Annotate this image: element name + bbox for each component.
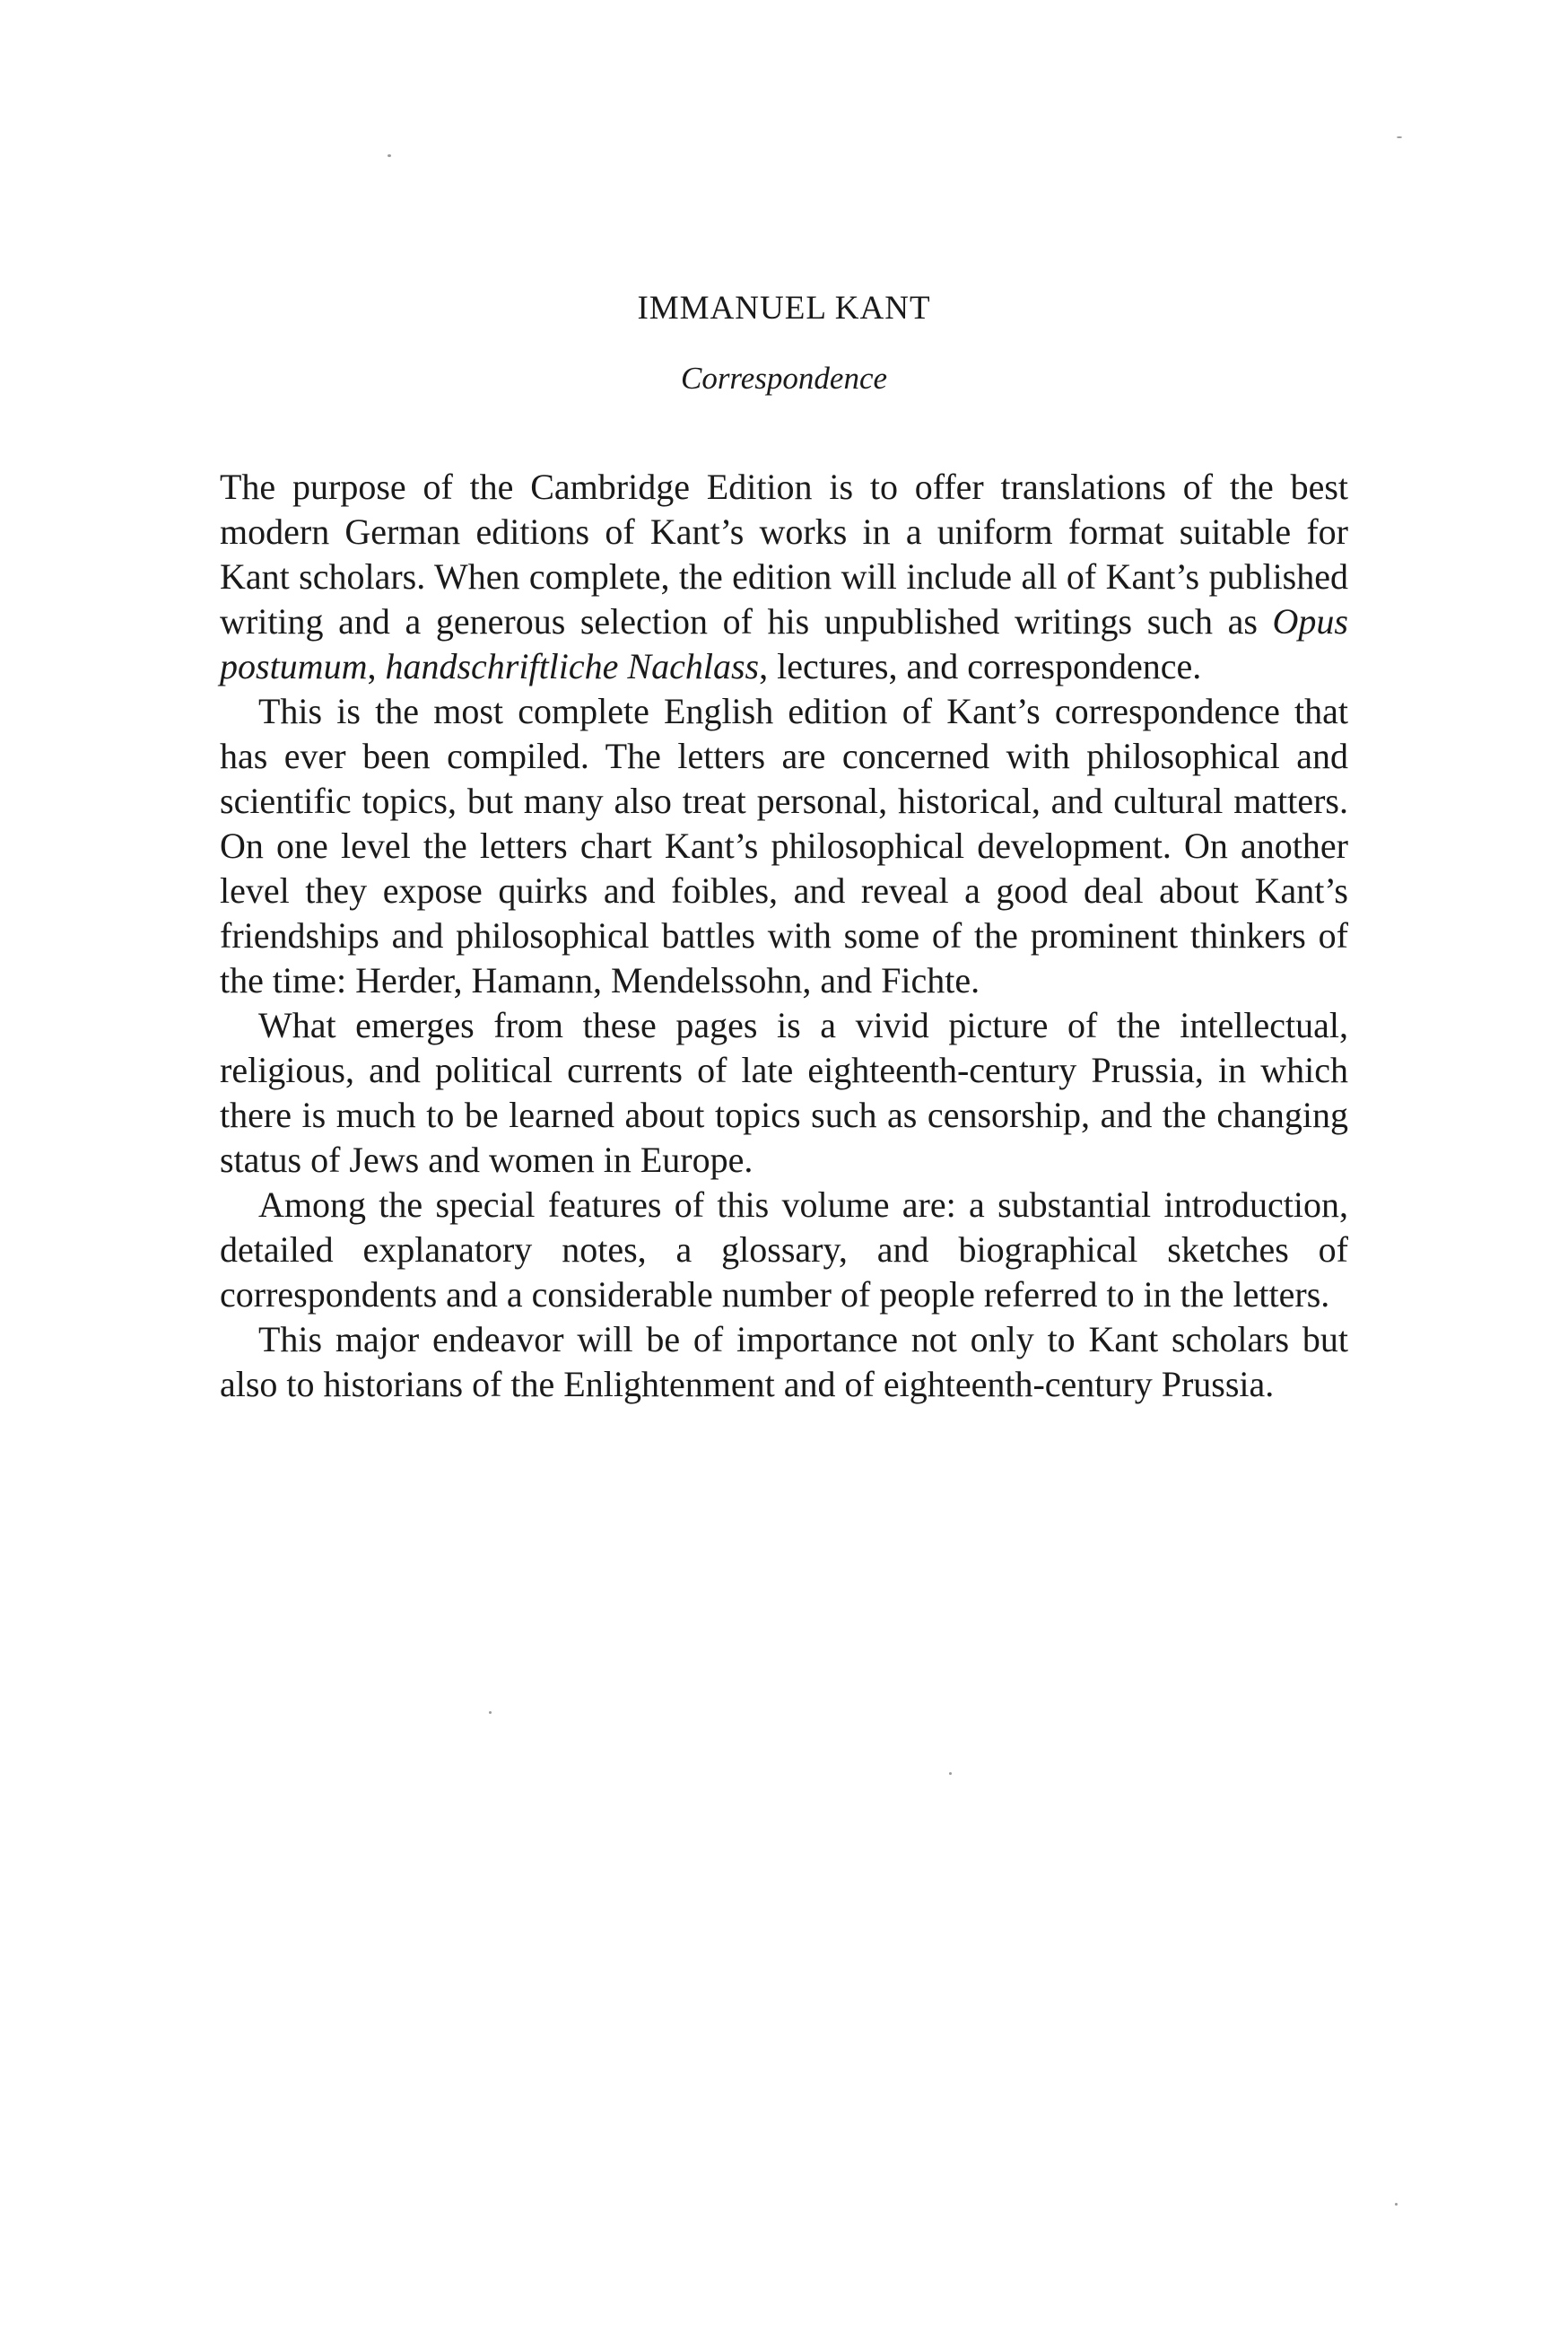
scan-speck [1397, 136, 1402, 138]
paragraph-1-text-a: The purpose of the Cambridge Edition is to offer translations of the best modern German editions of Kant’s works in a uniform format suitable for Kant scholars. When complete, the edition will include all of Kant’s published writing and a generous selection of his unpublished writings such as [220, 467, 1348, 642]
italic-opus-postumum: Opus postumum [220, 601, 1348, 686]
description-body [220, 465, 1348, 1407]
paragraph-1-text-c: , lectures, and correspondence. [759, 646, 1202, 686]
book-title: Correspondence [680, 361, 888, 396]
scan-speck [489, 1711, 492, 1714]
paragraph-1 [220, 465, 1348, 689]
scan-speck [388, 154, 391, 157]
author-heading: IMMANUEL KANT [637, 290, 931, 327]
paragraph-3: What emerges from these pages is a vivid picture of the intellectual, religious, and political currents of late eighteenth-century Prussia, in which there is much to be learned about topics such as censorship, and the changing status of Jews and women in Europe. [220, 1005, 1348, 1180]
paragraph-5: This major endeavor will be of importance not only to Kant scholars but also to historians of the Enlightenment and of eighteenth-century Prussia. [220, 1319, 1348, 1404]
scan-speck [949, 1772, 952, 1775]
paragraph-2: This is the most complete English edition of Kant’s correspondence that has ever been compiled. The letters are concerned with philosophical and scientific topics, but many also treat personal, historical, and cultural matters. On one level the letters chart Kant’s philosophical development. On another level they expose quirks and foibles, and reveal a good deal about Kant’s friendships and philosophical battles with some of the prominent thinkers of the time: Herder, Hamann, Mendelssohn, and Fichte. [220, 691, 1348, 1000]
paragraph-1-text-b: , [367, 646, 386, 686]
scan-speck [1395, 2203, 1398, 2206]
italic-nachlass: handschriftliche Nachlass [385, 646, 760, 686]
paragraph-4: Among the special features of this volume are: a substantial introduction, detailed explanatory notes, a glossary, and biographical sketches of correspondents and a considerable number of people referred to in the letters. [220, 1184, 1348, 1315]
